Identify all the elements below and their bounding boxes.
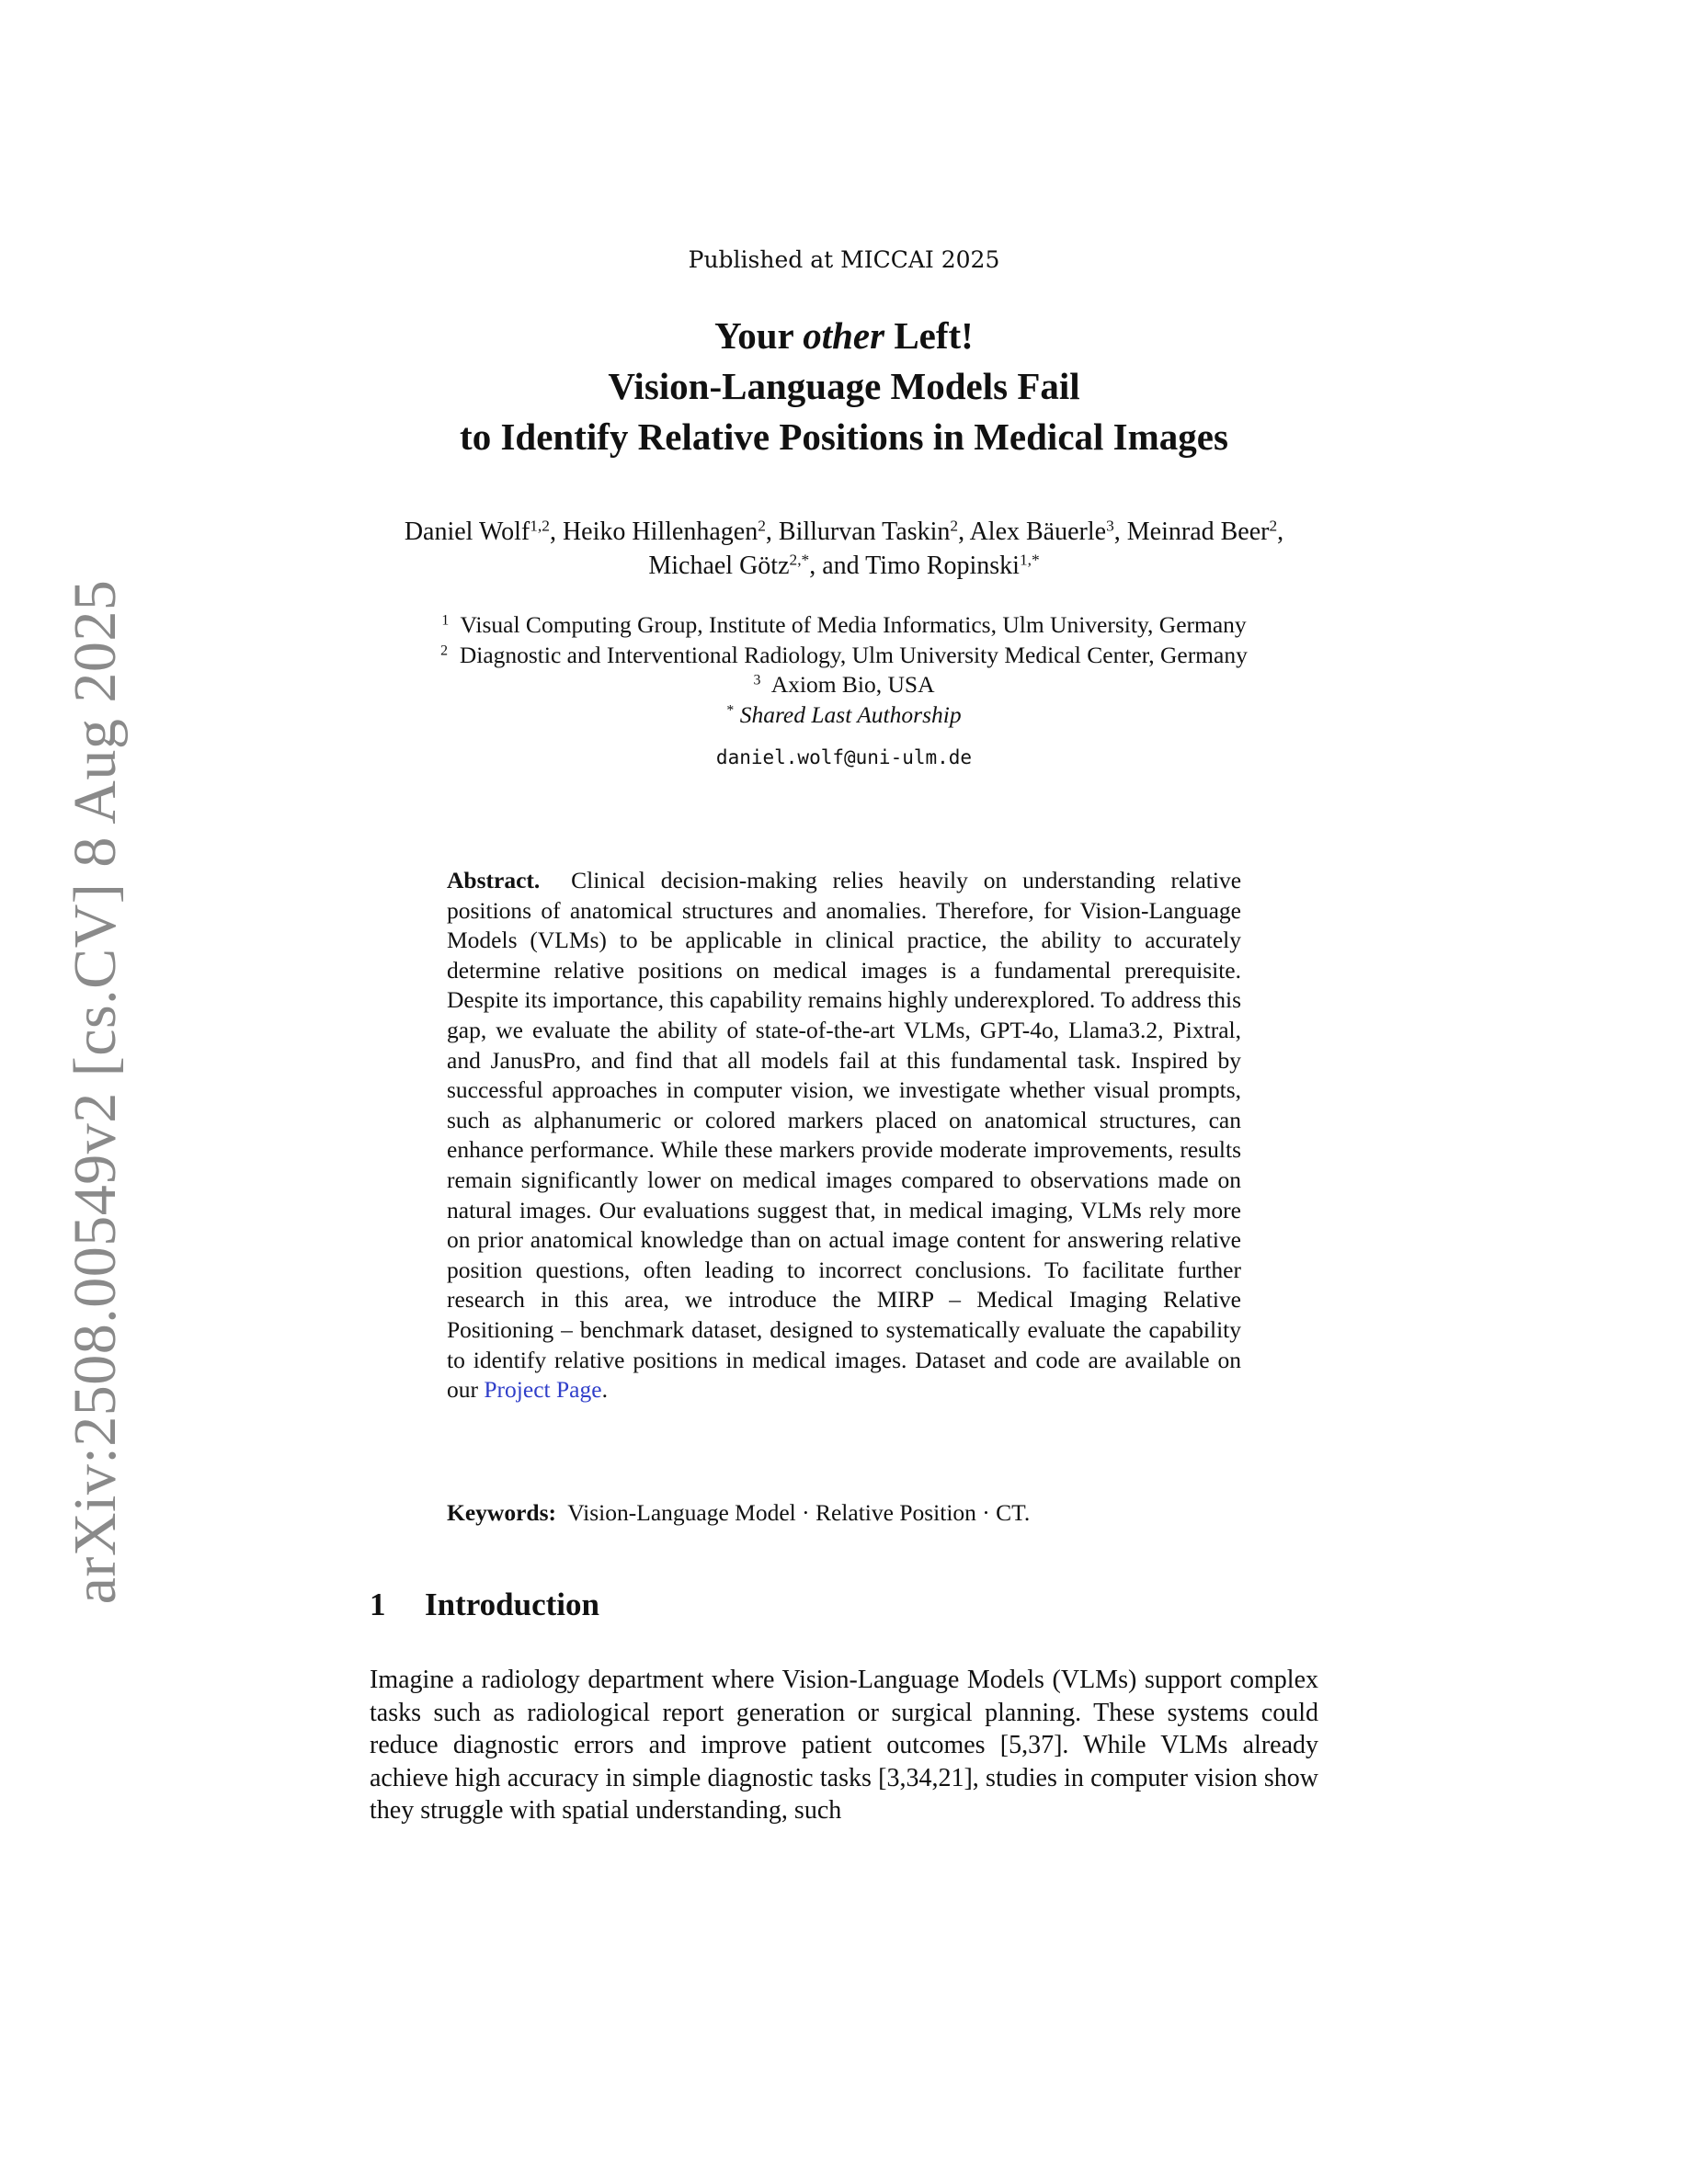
- venue-note: Published at MICCAI 2025: [688, 246, 1000, 273]
- section-number: 1: [370, 1587, 386, 1622]
- author-affiliation-mark: 1,2: [530, 517, 550, 535]
- affiliation-mark: *: [726, 701, 735, 718]
- title-line-3: to Identify Relative Positions in Medical Images: [460, 415, 1228, 458]
- author-affiliation-mark: 2: [1269, 517, 1278, 535]
- author-affiliation-mark: 2: [758, 517, 766, 535]
- affiliation-line: [349, 670, 1339, 700]
- contact-email[interactable]: daniel.wolf@uni-ulm.de: [715, 746, 973, 768]
- author-name: Alex Bäuerle: [969, 518, 1107, 546]
- affiliation-text: Shared Last Authorship: [739, 700, 962, 728]
- project-page-link[interactable]: Project Page: [484, 1376, 602, 1404]
- author-affiliation-mark: 2,*: [789, 551, 810, 569]
- keywords: [447, 1498, 1241, 1529]
- affiliation-text: Visual Computing Group, Institute of Media Informatics, Ulm University, Germany: [460, 611, 1247, 638]
- affiliation-text: Axiom Bio, USA: [770, 671, 935, 698]
- affiliation-line: [349, 610, 1339, 641]
- abstract-text: Clinical decision-making relies heavily on understanding relative positions of anatomical structures and anomalies. Therefore, for Vision-Language Models (VLMs) to be applicable in clinical practice, the ability to accurately determine relative positions on medical images is a fundamental prerequisite. Despite its importance, this capability remains highly underexplored. To address this gap, we evaluate the ability of state-of-the-art VLMs, GPT-4o, Llama3.2, Pixtral, and JanusPro, and find that all models fail at this fundamental task. Inspired by successful approaches in computer vision, we investigate whether visual prompts, such as alphanumeric or colored markers placed on anatomical structures, can enhance performance. While these markers provide moderate improvements, results remain significantly lower on medical images compared to observations made on natural images. Our evaluations suggest that, in medical imaging, VLMs rely more on prior anatomical knowledge than on actual image content for answering relative position questions, often leading to incorrect conclusions. To facilitate further research in this area, we introduce the MIRP – Medical Imaging Relative Positioning – benchmark dataset, designed to systematically evaluate the capability to identify relative positions in medical images. Dataset and code are available on our: [447, 867, 1242, 1404]
- affiliation-line: [349, 641, 1339, 671]
- abstract: [447, 866, 1241, 1405]
- author-affiliation-mark: 1,*: [1019, 551, 1040, 569]
- section-heading-introduction: [370, 1587, 599, 1623]
- author-name: Daniel Wolf: [404, 518, 530, 546]
- author-affiliation-mark: 2: [950, 517, 959, 535]
- author-name: Meinrad Beer: [1126, 518, 1270, 546]
- arxiv-identifier-stamp: arXiv:2508.00549v2 [cs.CV] 8 Aug 2025: [62, 579, 129, 1605]
- paper-title: [0, 311, 1688, 462]
- affiliation-mark: 2: [440, 642, 449, 658]
- keywords-text: Vision-Language Model · Relative Position · CT.: [567, 1499, 1031, 1526]
- affiliation-mark: 3: [753, 672, 761, 688]
- keywords-label: Keywords:: [447, 1499, 556, 1526]
- author-name: Heiko Hillenhagen: [562, 518, 758, 546]
- title-line-1: [0, 311, 1688, 361]
- author-affiliation-mark: 3: [1106, 517, 1114, 535]
- title-part-2: Left!: [884, 314, 974, 357]
- affiliation-line: [349, 700, 1339, 731]
- author-list: Daniel Wolf$^{1,2}$, Heiko Hillenhagen$^2$, Billurvan Taskin$^2$, Alex Bäuerle$^3$, Meinrad Beer$^2$, Michael Götz$^{2,*}$, and Timo Ropinski$^{1,*}$: [404, 517, 1284, 580]
- title-emphasis: other: [803, 314, 885, 357]
- author-name: Michael Götz: [648, 552, 790, 580]
- section-title: Introduction: [425, 1587, 599, 1622]
- abstract-label: Abstract.: [447, 867, 541, 893]
- title-part-1: Your: [714, 314, 804, 357]
- affiliation-text: Diagnostic and Interventional Radiology, Ulm University Medical Center, Germany: [459, 641, 1248, 668]
- introduction-paragraph: Imagine a radiology department where Vision-Language Models (VLMs) support complex tasks such as radiological report generation or surgical planning. These systems could reduce diagnostic errors and improve patient outcomes [5,37]. While VLMs already achieve high accuracy in simple diagnostic tasks [3,34,21], studies in computer vision show they struggle with spatial understanding, such: [370, 1666, 1318, 1825]
- title-line-2: Vision-Language Models Fail: [608, 365, 1080, 407]
- abstract-end: .: [601, 1376, 608, 1404]
- affiliations: [349, 610, 1339, 730]
- author-name: Timo Ropinski: [865, 552, 1020, 580]
- author-name: Billurvan Taskin: [778, 518, 951, 546]
- affiliation-mark: 1: [441, 612, 450, 629]
